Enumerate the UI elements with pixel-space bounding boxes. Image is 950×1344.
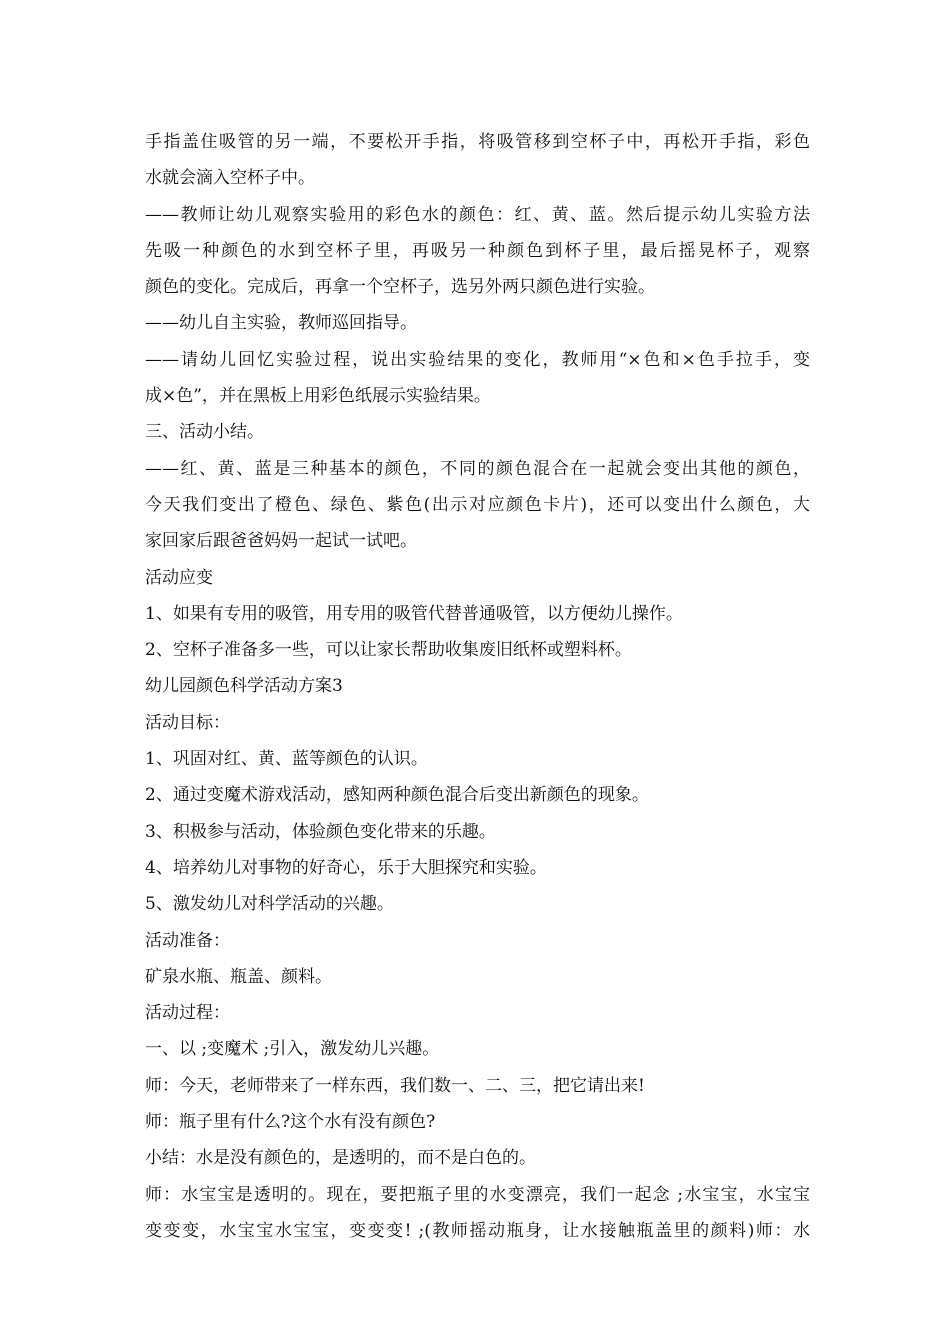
text-line: 小结：水是没有颜色的，是透明的，而不是白色的。	[145, 1148, 536, 1169]
text-line: 活动应变	[145, 567, 213, 588]
text-line: 活动准备：	[145, 930, 230, 951]
text-line: 师：今天，老师带来了一样东西，我们数一、二、三，把它请出来!	[145, 1075, 645, 1096]
text-line: 成×色”，并在黑板上用彩色纸展示实验结果。	[145, 386, 491, 407]
text-line: 2、通过变魔术游戏活动，感知两种颜色混合后变出新颜色的现象。	[145, 785, 649, 806]
text-line: 幼儿园颜色科学活动方案3	[145, 676, 343, 697]
text-line: 活动过程：	[145, 1003, 230, 1024]
text-line: 师：水宝宝是透明的。现在，要把瓶子里的水变漂亮，我们一起念 ;水宝宝，水宝宝	[145, 1184, 810, 1205]
text-line: 2、空杯子准备多一些，可以让家长帮助收集废旧纸杯或塑料杯。	[145, 640, 632, 661]
text-line: 先吸一种颜色的水到空杯子里，再吸另一种颜色到杯子里，最后摇晃杯子，观察	[145, 240, 810, 261]
text-line: 3、积极参与活动，体验颜色变化带来的乐趣。	[145, 821, 496, 842]
text-line: ——请幼儿回忆实验过程，说出实验结果的变化，教师用“×色和×色手拉手，变	[145, 349, 810, 370]
text-line: 师：瓶子里有什么?这个水有没有颜色?	[145, 1112, 436, 1133]
text-line: 今天我们变出了橙色、绿色、紫色(出示对应颜色卡片)，还可以变出什么颜色，大	[145, 494, 810, 515]
text-line: ——教师让幼儿观察实验用的彩色水的颜色：红、黄、蓝。然后提示幼儿实验方法	[145, 204, 810, 225]
text-line: 5、激发幼儿对科学活动的兴趣。	[145, 894, 394, 915]
text-line: ——幼儿自主实验，教师巡回指导。	[145, 313, 417, 334]
text-line: 1、如果有专用的吸管，用专用的吸管代替普通吸管，以方便幼儿操作。	[145, 603, 683, 624]
text-line: 活动目标：	[145, 712, 230, 733]
text-line: 变变变，水宝宝水宝宝，变变变! ;(教师摇动瓶身，让水接触瓶盖里的颜料)师：水	[145, 1220, 810, 1241]
text-line: 手指盖住吸管的另一端，不要松开手指，将吸管移到空杯子中，再松开手指，彩色	[145, 132, 810, 152]
text-line: 1、巩固对红、黄、蓝等颜色的认识。	[145, 749, 428, 770]
text-line: ——红、黄、蓝是三种基本的颜色，不同的颜色混合在一起就会变出其他的颜色，	[145, 458, 810, 479]
text-line: 家回家后跟爸爸妈妈一起试一试吧。	[145, 531, 417, 552]
text-line: 三、活动小结。	[145, 422, 264, 443]
text-line: 矿泉水瓶、瓶盖、颜料。	[145, 966, 332, 987]
document-page	[145, 124, 810, 1249]
text-line: 水就会滴入空杯子中。	[145, 168, 315, 189]
text-line: 一、以 ;变魔术 ;引入，激发幼儿兴趣。	[145, 1039, 440, 1060]
text-line: 颜色的变化。完成后，再拿一个空杯子，选另外两只颜色进行实验。	[145, 277, 655, 298]
text-line: 4、培养幼儿对事物的好奇心，乐于大胆探究和实验。	[145, 857, 547, 878]
